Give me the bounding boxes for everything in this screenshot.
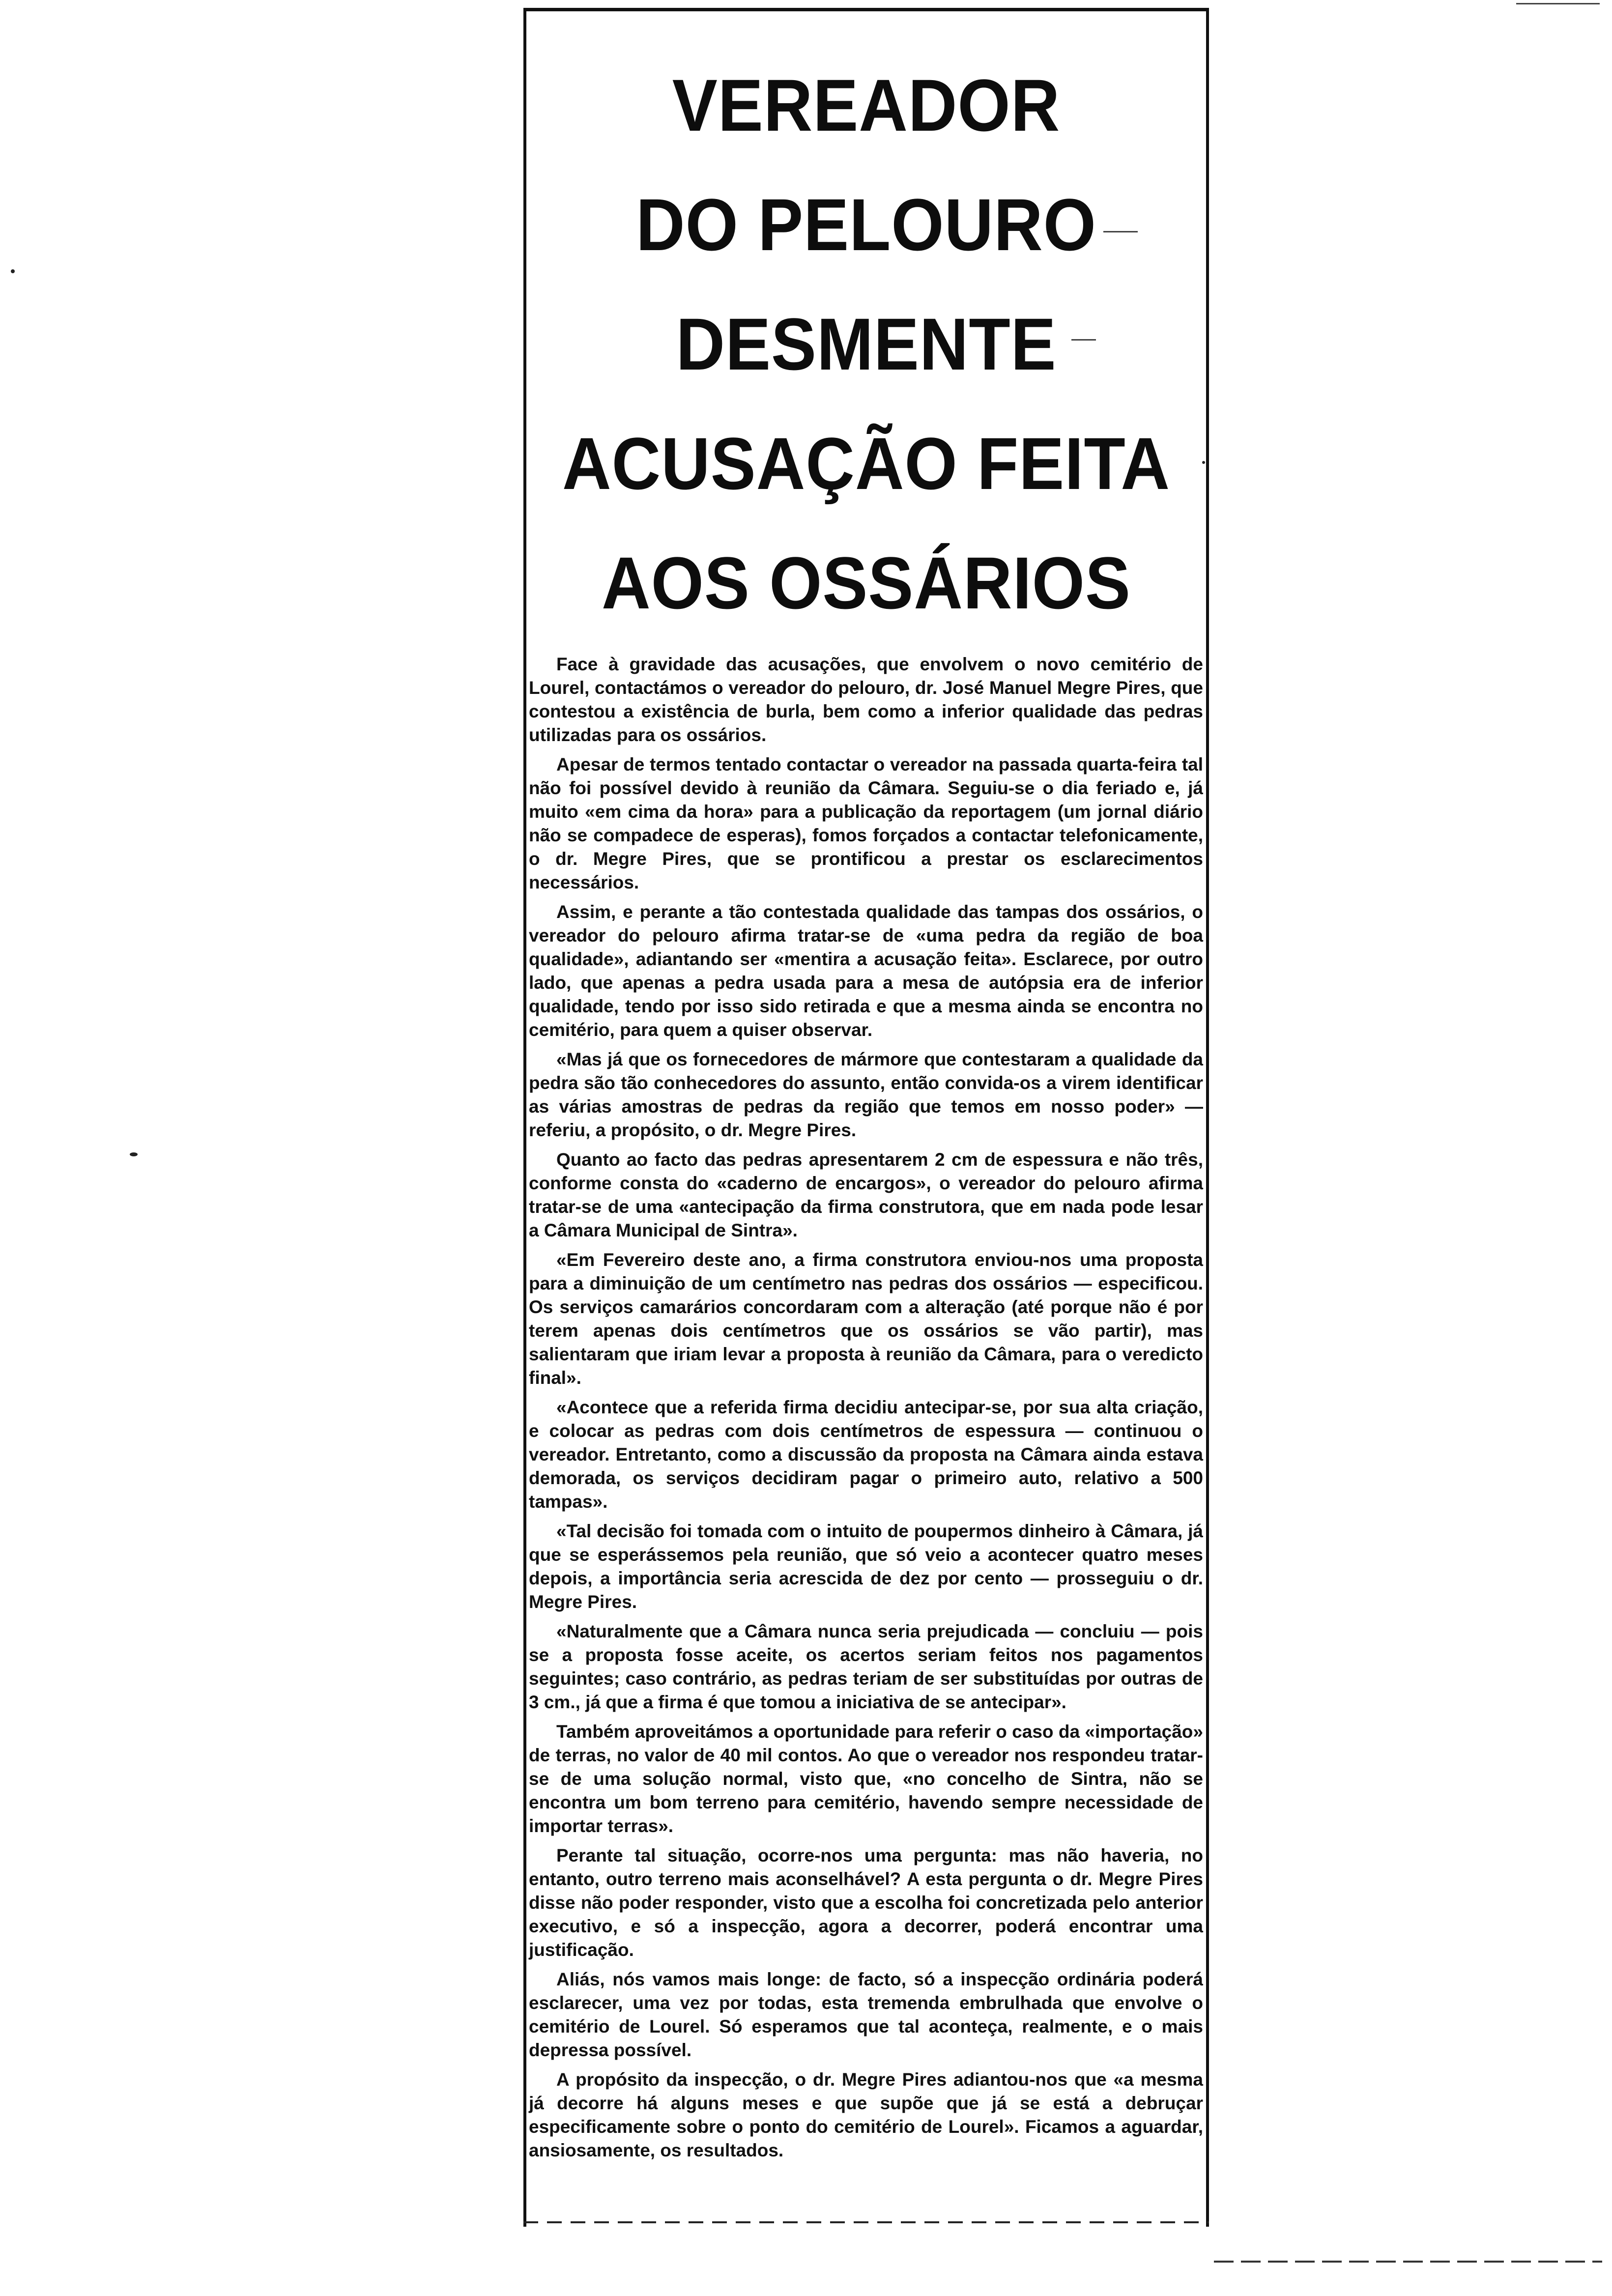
paragraph: «Tal decisão foi tomada com o intuito de poupermos dinheiro à Câmara, já que se esperássemos pela reunião, que só veio a acontecer quatro meses depois, a importância seria acrescida de dez por cento — prosseguiu o dr. Megre Pires. (529, 1521, 1203, 1612)
paragraph: «Mas já que os fornecedores de mármore que contestaram a qualidade da pedra são tão conhecedores do assunto, então convida-os a virem identificar as várias amostras de pedras da região que temos em nosso poder» — referiu, a propósito, o dr. Megre Pires. (529, 1049, 1203, 1140)
scan-speck (11, 269, 15, 273)
paragraph: Perante tal situação, ocorre-nos uma pergunta: mas não haveria, no entanto, outro terreno mais aconselhável? A esta pergunta o dr. Megre Pires disse não poder responder, visto que a escolha foi concretizada pelo anterior executivo, e só a inspecção, agora a decorrer, poderá encontrar uma justificação. (529, 1845, 1203, 1960)
page-bottom-rule (1214, 2261, 1602, 2263)
article-body (529, 653, 1203, 2168)
headline (526, 46, 1206, 643)
paragraph: «Em Fevereiro deste ano, a firma construtora enviou-nos uma proposta para a diminuição de um centímetro nas pedras dos ossários — especificou. Os serviços camarários concordaram com a alteração (até porque não é por terem apenas dois centímetros que os ossários se vão partir), mas salientaram que iriam levar a proposta à reunião da Câmara, para o veredicto final». (529, 1250, 1203, 1388)
scan-speck (130, 1152, 138, 1156)
headline-line-1: VEREADOR (672, 64, 1061, 146)
clipping-bottom-edge (523, 2221, 1209, 2223)
paragraph: Quanto ao facto das pedras apresentarem 2 cm de espessura e não três, conforme consta do «caderno de encargos», o vereador do pelouro afirma tratar-se de uma «antecipação da firma construtora, que em nada pode lesar a Câmara Municipal de Sintra». (529, 1149, 1203, 1240)
paragraph: «Acontece que a referida firma decidiu antecipar-se, por sua alta criação, e colocar as pedras com dois centímetros de espessura — continuou o vereador. Entretanto, como a discussão da proposta na Câmara ainda estava demorada, os serviços decidiram pagar o primeiro auto, relativo a 500 tampas». (529, 1397, 1203, 1512)
paragraph: Também aproveitámos a oportunidade para referir o caso da «importação» de terras, no valor de 40 mil contos. Ao que o vereador nos respondeu tratar-se de uma solução normal, visto que, «no concelho de Sintra, não se encontra um bom terreno para cemitério, havendo sempre necessidade de importar terras». (529, 1722, 1203, 1836)
paragraph: Assim, e perante a tão contestada qualidade das tampas dos ossários, o vereador do pelouro afirma tratar-se de «uma pedra da região de boa qualidade», adiantando ser «mentira a acusação feita». Esclarece, por outro lado, que apenas a pedra usada para a mesa de autópsia era de inferior qualidade, tendo por isso sido retirada e que a mesma ainda se encontra no cemitério, para quem a quiser observar. (529, 902, 1203, 1040)
headline-line-4: ACUSAÇÃO FEITA (562, 422, 1170, 505)
scan-mark (1103, 231, 1138, 232)
headline-line-5: AOS OSSÁRIOS (602, 542, 1131, 624)
scan-mark (1071, 339, 1096, 341)
headline-line-2: DO PELOURO (636, 183, 1096, 266)
paragraph: A propósito da inspecção, o dr. Megre Pires adiantou-nos que «a mesma já decorre há alguns meses e que supõe que já se está a debruçar especificamente sobre o ponto do cemitério de Lourel». Ficamos a aguardar, ansiosamente, os resultados. (529, 2069, 1203, 2160)
paragraph: Face à gravidade das acusações, que envolvem o novo cemitério de Lourel, contactámos o vereador do pelouro, dr. José Manuel Megre Pires, que contestou a existência de burla, bem como a inferior qualidade das pedras utilizadas para os ossários. (529, 654, 1203, 745)
scan-speck (1202, 461, 1205, 464)
scan-mark (1516, 3, 1600, 4)
newspaper-clipping (523, 8, 1209, 2227)
paragraph: «Naturalmente que a Câmara nunca seria prejudicada — concluiu — pois se a proposta fosse aceite, os acertos seriam feitos nos pagamentos seguintes; caso contrário, as pedras teriam de ser substituídas por outras de 3 cm., já que a firma é que tomou a iniciativa de se antecipar». (529, 1621, 1203, 1712)
paragraph: Aliás, nós vamos mais longe: de facto, só a inspecção ordinária poderá esclarecer, uma vez por todas, esta tremenda embrulhada que envolve o cemitério de Lourel. Só esperamos que tal aconteça, realmente, e o mais depressa possível. (529, 1969, 1203, 2060)
headline-line-3: DESMENTE (676, 303, 1057, 385)
paragraph: Apesar de termos tentado contactar o vereador na passada quarta-feira tal não foi possível devido à reunião da Câmara. Seguiu-se o dia feriado e, já muito «em cima da hora» para a publicação da reportagem (um jornal diário não se compadece de esperas), fomos forçados a contactar telefonicamente, o dr. Megre Pires, que se prontificou a prestar os esclarecimentos necessários. (529, 754, 1203, 892)
